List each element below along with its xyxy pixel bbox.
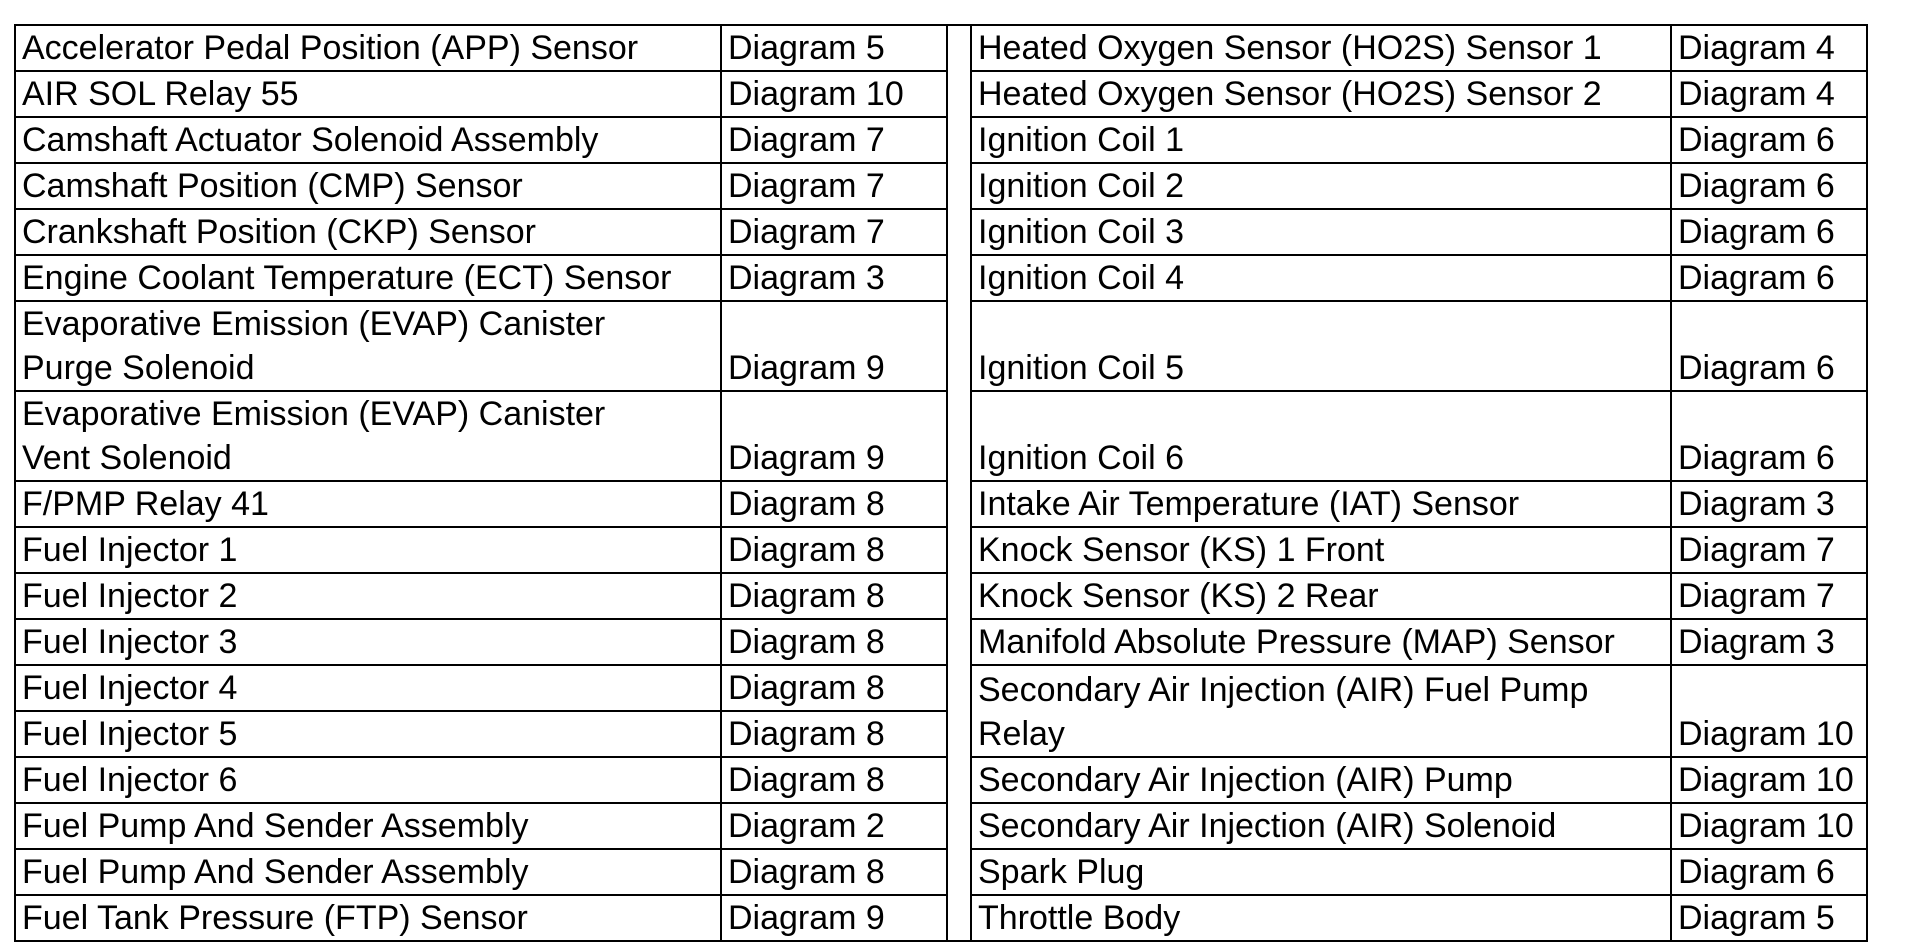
- left-component-name: [15, 301, 721, 391]
- right-component-name: Secondary Air Injection (AIR) Solenoid: [971, 803, 1671, 849]
- right-component-name: Ignition Coil 4: [971, 255, 1671, 301]
- left-diagram-ref: Diagram 9: [721, 895, 947, 941]
- right-component-name: [971, 665, 1671, 757]
- right-diagram-ref: Diagram 6: [1671, 255, 1867, 301]
- right-diagram-ref: Diagram 3: [1671, 481, 1867, 527]
- right-component-name: Spark Plug: [971, 849, 1671, 895]
- left-component-name: [15, 391, 721, 481]
- table-row: [15, 71, 1867, 117]
- right-diagram-ref: Diagram 5: [1671, 895, 1867, 941]
- left-diagram-ref: Diagram 10: [721, 71, 947, 117]
- left-diagram-ref: Diagram 8: [721, 757, 947, 803]
- table-row: [15, 527, 1867, 573]
- table-row: [15, 573, 1867, 619]
- right-component-name: Ignition Coil 5: [971, 301, 1671, 391]
- name-line-1: Evaporative Emission (EVAP) Canister: [22, 395, 606, 433]
- right-component-name: Secondary Air Injection (AIR) Pump: [971, 757, 1671, 803]
- left-diagram-ref: Diagram 7: [721, 117, 947, 163]
- right-diagram-ref: Diagram 3: [1671, 619, 1867, 665]
- left-diagram-ref: Diagram 8: [721, 619, 947, 665]
- right-component-name: Ignition Coil 3: [971, 209, 1671, 255]
- name-line-2: Relay: [978, 715, 1065, 753]
- left-component-name: Camshaft Position (CMP) Sensor: [15, 163, 721, 209]
- left-diagram-ref: Diagram 8: [721, 527, 947, 573]
- left-component-name: AIR SOL Relay 55: [15, 71, 721, 117]
- left-diagram-ref: Diagram 2: [721, 803, 947, 849]
- left-component-name: Fuel Injector 6: [15, 757, 721, 803]
- right-component-name: Knock Sensor (KS) 2 Rear: [971, 573, 1671, 619]
- left-component-name: Fuel Injector 3: [15, 619, 721, 665]
- table-row: [15, 391, 1867, 481]
- right-component-name: Ignition Coil 1: [971, 117, 1671, 163]
- left-component-name: F/PMP Relay 41: [15, 481, 721, 527]
- left-component-name: Accelerator Pedal Position (APP) Sensor: [15, 25, 721, 71]
- left-diagram-ref: Diagram 7: [721, 163, 947, 209]
- left-component-name: Fuel Tank Pressure (FTP) Sensor: [15, 895, 721, 941]
- table-row: [15, 163, 1867, 209]
- name-line-2: Purge Solenoid: [22, 349, 255, 387]
- table-row: [15, 209, 1867, 255]
- left-diagram-ref: Diagram 9: [721, 391, 947, 481]
- right-component-name: Ignition Coil 6: [971, 391, 1671, 481]
- right-component-name: Ignition Coil 2: [971, 163, 1671, 209]
- left-component-name: Engine Coolant Temperature (ECT) Sensor: [15, 255, 721, 301]
- right-diagram-ref: Diagram 10: [1671, 757, 1867, 803]
- left-component-name: Fuel Injector 1: [15, 527, 721, 573]
- right-diagram-ref: Diagram 6: [1671, 163, 1867, 209]
- left-component-name: Crankshaft Position (CKP) Sensor: [15, 209, 721, 255]
- right-component-name: Intake Air Temperature (IAT) Sensor: [971, 481, 1671, 527]
- table-row: [15, 757, 1867, 803]
- left-diagram-ref: Diagram 8: [721, 711, 947, 757]
- left-diagram-ref: Diagram 9: [721, 301, 947, 391]
- right-diagram-ref: Diagram 7: [1671, 573, 1867, 619]
- right-diagram-ref: Diagram 6: [1671, 849, 1867, 895]
- table-row: [15, 895, 1867, 941]
- right-diagram-ref: Diagram 7: [1671, 527, 1867, 573]
- right-component-name: Throttle Body: [971, 895, 1671, 941]
- name-line-1: Evaporative Emission (EVAP) Canister: [22, 305, 606, 343]
- table-row: [15, 301, 1867, 391]
- table-row: [15, 25, 1867, 71]
- right-diagram-ref: Diagram 6: [1671, 391, 1867, 481]
- table-row: [15, 481, 1867, 527]
- left-diagram-ref: Diagram 8: [721, 665, 947, 711]
- right-component-name: Knock Sensor (KS) 1 Front: [971, 527, 1671, 573]
- left-component-name: Fuel Pump And Sender Assembly: [15, 803, 721, 849]
- table-row: [15, 803, 1867, 849]
- right-diagram-ref: Diagram 4: [1671, 71, 1867, 117]
- left-component-name: Fuel Injector 2: [15, 573, 721, 619]
- component-diagram-index-table: [14, 24, 1868, 942]
- name-line-2: Vent Solenoid: [22, 439, 232, 477]
- left-diagram-ref: Diagram 8: [721, 849, 947, 895]
- left-component-name: Fuel Injector 5: [15, 711, 721, 757]
- right-diagram-ref: Diagram 6: [1671, 117, 1867, 163]
- right-component-name: Heated Oxygen Sensor (HO2S) Sensor 2: [971, 71, 1671, 117]
- table-row: [15, 849, 1867, 895]
- right-diagram-ref: Diagram 6: [1671, 209, 1867, 255]
- left-diagram-ref: Diagram 8: [721, 481, 947, 527]
- right-diagram-ref: Diagram 10: [1671, 665, 1867, 757]
- left-diagram-ref: Diagram 7: [721, 209, 947, 255]
- right-diagram-ref: Diagram 10: [1671, 803, 1867, 849]
- table-row: [15, 665, 1867, 711]
- right-component-name: Manifold Absolute Pressure (MAP) Sensor: [971, 619, 1671, 665]
- right-diagram-ref: Diagram 4: [1671, 25, 1867, 71]
- left-diagram-ref: Diagram 3: [721, 255, 947, 301]
- table-row: [15, 117, 1867, 163]
- right-diagram-ref: Diagram 6: [1671, 301, 1867, 391]
- right-component-name: Heated Oxygen Sensor (HO2S) Sensor 1: [971, 25, 1671, 71]
- name-line-1: Secondary Air Injection (AIR) Fuel Pump: [978, 671, 1589, 709]
- column-divider: [947, 25, 971, 941]
- left-diagram-ref: Diagram 5: [721, 25, 947, 71]
- table-row: [15, 619, 1867, 665]
- left-diagram-ref: Diagram 8: [721, 573, 947, 619]
- table-row: [15, 255, 1867, 301]
- left-component-name: Fuel Pump And Sender Assembly: [15, 849, 721, 895]
- left-component-name: Fuel Injector 4: [15, 665, 721, 711]
- left-component-name: Camshaft Actuator Solenoid Assembly: [15, 117, 721, 163]
